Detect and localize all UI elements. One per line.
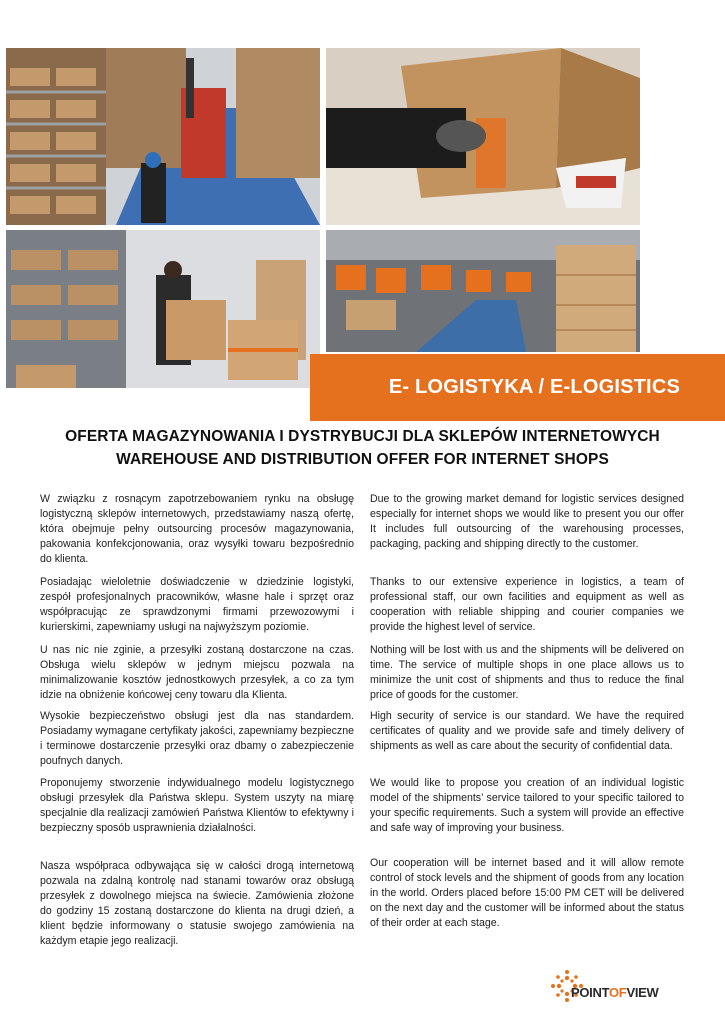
conveyor-boxes-photo bbox=[326, 230, 640, 352]
paragraph-pl-5: Proponujemy stworzenie indywidualnego modelu logistycznego obsługi przesyłek dla Państwa sklepu. System uszyty na miarę specjalnie dla realizacji zamówień Państwa Klientów to efektywny i bezpieczny sposób usprawnienia działalności. bbox=[40, 777, 354, 834]
packing-box-tape-photo bbox=[326, 48, 640, 225]
paragraph-en-4: High security of service is our standard. We have the required certificates of quality and we provide safe and timely delivery of shipments as well as care about the security of confidential data. bbox=[370, 710, 684, 752]
heading-pl: OFERTA MAGAZYNOWANIA I DYSTRYBUCJI DLA SKLEPÓW INTERNETOWYCH bbox=[65, 428, 660, 445]
paragraph-pl-1: W związku z rosnącym zapotrzebowaniem rynku na obsługę logistyczną sklepów internetowych, przedstawiamy naszą ofertę, która obejmuje pełny outsourcing procesów magazynowania, pakowania konfekcjonowania, oraz wysyłki towaru bezpośrednio do klienta. bbox=[40, 493, 354, 565]
logo-text bbox=[571, 985, 658, 1000]
paragraph-en-6: Our cooperation will be internet based and it will allow remote control of stock levels and the shipment of goods from any location in the world. Orders placed before 15:00 PM CET will be delivered on the next day and the customer will be informed about the status of their order at each stage. bbox=[370, 857, 684, 929]
logo-text-point: POINT bbox=[571, 985, 609, 1000]
worker-with-boxes-photo bbox=[6, 230, 320, 388]
paragraph-pl-6: Nasza współpraca odbywająca się w całości drogą internetową pozwala na zdalną kontrolę nad stanami towarów oraz obsługą przesyłek z dowolnego miejsca na świecie. Zamówienia złożone do godziny 15 zostaną dostarczone do klienta na drugi dzień, a klient będzie informowany o statusie swojego zamówienia na każdym etapie jego realizacji. bbox=[40, 860, 354, 947]
paragraph-en-3: Nothing will be lost with us and the shipments will be delivered on time. The service of multiple shops in one place allows us to minimize the unit cost of shipments and thus to reduce the final price of goods for the customer. bbox=[370, 644, 684, 701]
pointofview-logo bbox=[547, 966, 697, 1006]
banner-title: E- LOGISTYKA / E-LOGISTICS bbox=[388, 376, 680, 398]
paragraph-en-1: Due to the growing market demand for logistic services designed especially for internet shops we would like to present you our offer It includes full outsourcing of the warehousing processes, packaging, packing and shipping directly to the customer. bbox=[370, 493, 684, 550]
heading-en: WAREHOUSE AND DISTRIBUTION OFFER FOR INTERNET SHOPS bbox=[116, 451, 609, 468]
logo-text-view: VIEW bbox=[626, 985, 659, 1000]
paragraph-en-5: We would like to propose you creation of an individual logistic model of the shipments’ service tailored to your specific tailored to your specific requirements. Such a system will provide an effective and safe way of improving your business. bbox=[370, 777, 684, 834]
section-banner bbox=[310, 354, 725, 421]
paragraph-pl-2: Posiadając wieloletnie doświadczenie w dziedzinie logistyki, zespół profesjonalnych pracowników, własne hale i sprzęt oraz współpracując ze sprawdzonymi firmami przewozowymi i kurierskimi, zapewniamy usługi na najwyższym poziomie. bbox=[40, 576, 354, 633]
paragraph-en-2: Thanks to our extensive experience in logistics, a team of professional staff, our own facilities and equipment as well as cooperation with reliable shipping and courier companies we provide the highest level of service. bbox=[370, 576, 684, 633]
warehouse-shelves-forklift-photo bbox=[6, 48, 320, 225]
paragraph-pl-3: U nas nic nie zginie, a przesyłki zostaną dostarczone na czas. Obsługa wielu sklepów w jednym miejscu pozwala na minimalizowanie kosztów jednostkowych przesyłek, a co za tym idzie na obniżenie końcowej ceny towaru dla Klienta. bbox=[40, 644, 354, 701]
logo-text-of: OF bbox=[609, 985, 627, 1000]
paragraph-pl-4: Wysokie bezpieczeństwo obsługi jest dla nas standardem. Posiadamy wymagane certyfikaty jakości, zapewniamy bezpieczne i terminowe dostarczenie przesyłki oraz dbamy o zabezpieczenie poufnych danych. bbox=[40, 710, 354, 767]
